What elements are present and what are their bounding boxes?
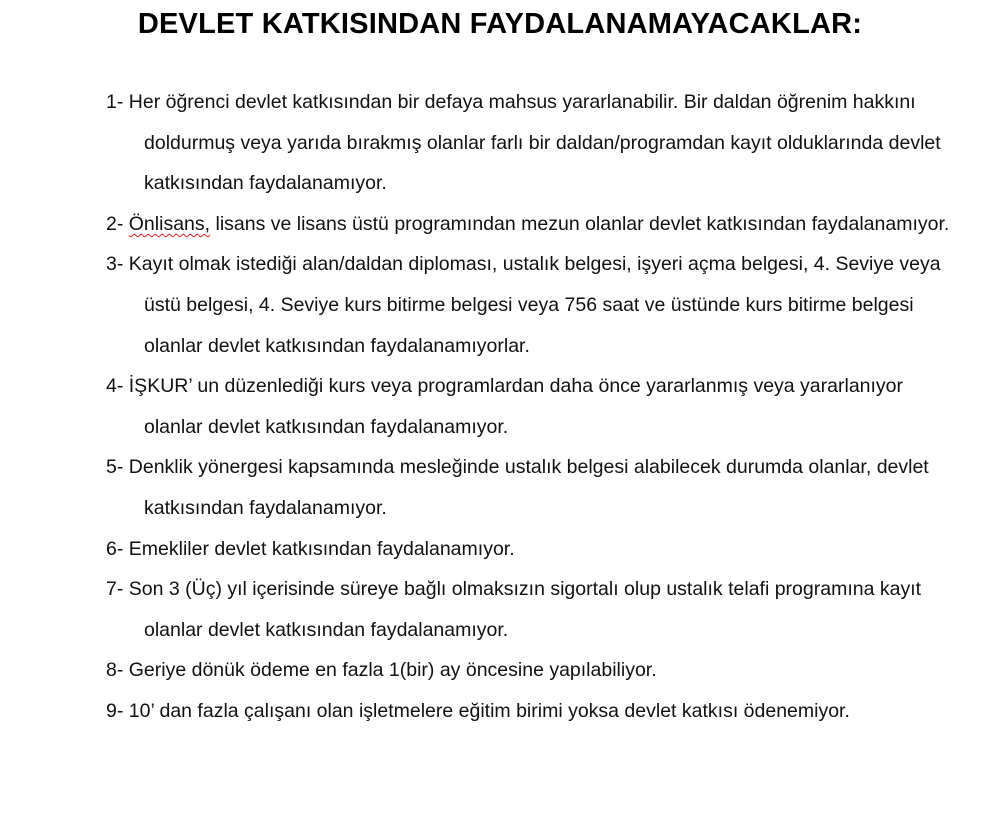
item-text: Son 3 (Üç) yıl içerisinde süreye bağlı olmaksızın sigortalı olup ustalık telafi programına kayıt olanlar devlet katkısından faydalanamıyor. xyxy=(128,578,922,641)
item-text: lisans ve lisans üstü programından mezun olanlar devlet katkısından faydalanamıyor. xyxy=(210,212,950,235)
list-item xyxy=(106,366,966,447)
item-number: 3- xyxy=(106,253,124,276)
item-number: 8- xyxy=(106,659,124,682)
item-text: Geriye dönük ödeme en fazla 1(bir) ay öncesine yapılabiliyor. xyxy=(128,659,657,682)
item-text: Kayıt olmak istediği alan/daldan diploması, ustalık belgesi, işyeri açma belgesi, 4. Seviye veya üstü belgesi, 4. Seviye kurs bitirme belgesi veya 756 saat ve üstünde kurs bitirme belgesi olanlar devlet katkısından faydalanamıyorlar. xyxy=(128,253,941,357)
item-number: 5- xyxy=(106,456,124,479)
item-text: Emekliler devlet katkısından faydalanamıyor. xyxy=(128,537,515,560)
list-item xyxy=(106,204,966,245)
item-number: 1- xyxy=(106,91,124,113)
item-number: 2- xyxy=(106,212,124,235)
list-item xyxy=(106,569,966,650)
list-item xyxy=(106,447,966,528)
item-number: 9- xyxy=(106,699,124,722)
conditions-list xyxy=(106,82,966,732)
item-number: 4- xyxy=(106,375,124,398)
item-number: 7- xyxy=(106,578,124,601)
page-title: DEVLET KATKISINDAN FAYDALANAMAYACAKLAR: xyxy=(137,8,863,40)
item-text: Denklik yönergesi kapsamında mesleğinde ustalık belgesi alabilecek durumda olanlar, devlet katkısından faydalanamıyor. xyxy=(128,456,929,519)
list-item xyxy=(106,82,966,204)
spellcheck-underlined-word: Önlisans, xyxy=(128,212,211,235)
list-item xyxy=(106,691,966,732)
item-text: Her öğrenci devlet katkısından bir defaya mahsus yararlanabilir. Bir daldan öğrenim hakkını doldurmuş veya yarıda bırakmış olanlar farlı bir daldan/programdan kayıt olduklarında devlet katkısından faydalanamıyor. xyxy=(128,91,941,195)
list-item xyxy=(106,650,966,691)
item-number: 6- xyxy=(106,537,124,560)
list-item xyxy=(106,244,966,366)
item-text: 10’ dan fazla çalışanı olan işletmelere eğitim birimi yoksa devlet katkısı ödenemiyor. xyxy=(128,699,850,722)
item-text: İŞKUR’ un düzenlediği kurs veya programlardan daha önce yararlanmış veya yararlanıyor olanlar devlet katkısından faydalanamıyor. xyxy=(128,375,904,438)
list-item xyxy=(106,529,966,570)
